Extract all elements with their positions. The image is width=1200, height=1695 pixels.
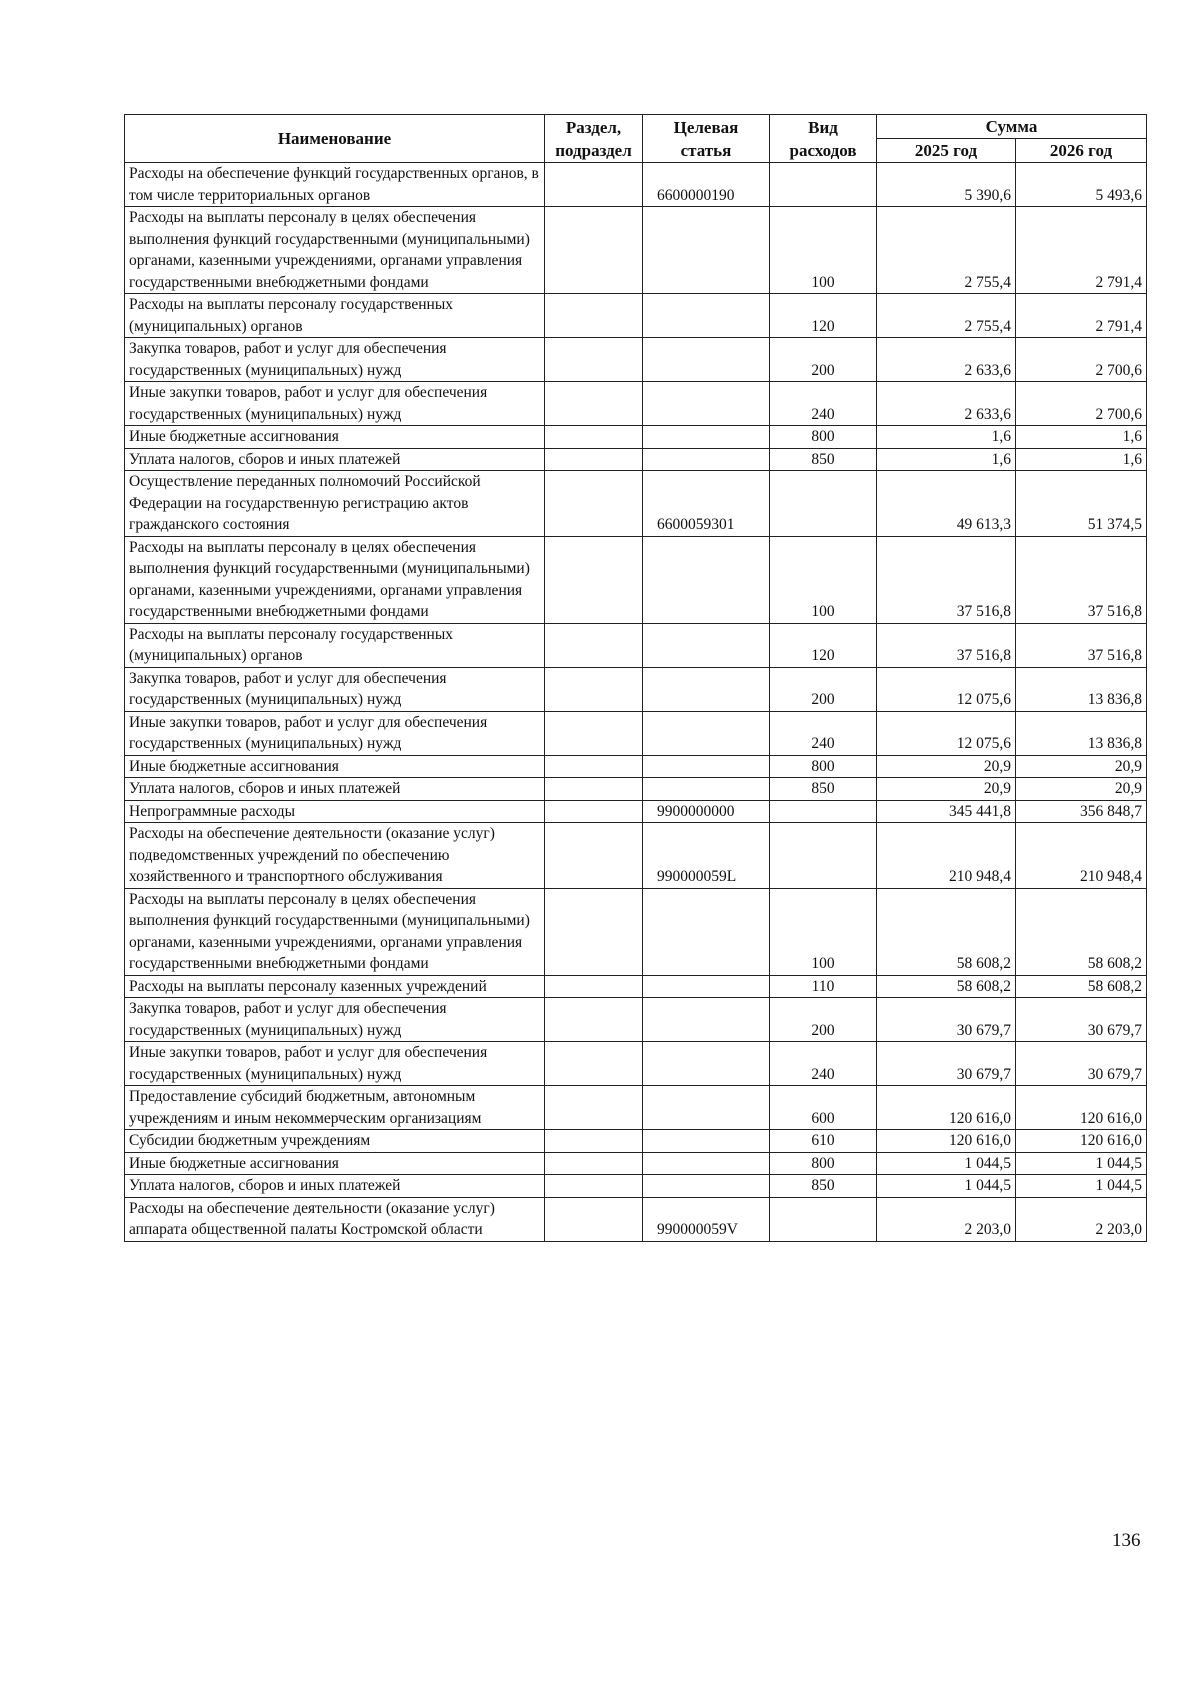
cell-section xyxy=(545,623,643,667)
cell-target xyxy=(643,1175,770,1198)
table-row xyxy=(125,536,1147,623)
cell-2026: 30 679,7 xyxy=(1016,998,1147,1042)
cell-section xyxy=(545,1086,643,1130)
table-row xyxy=(125,1130,1147,1153)
header-year-2026: 2026 год xyxy=(1016,139,1147,163)
cell-2026: 2 700,6 xyxy=(1016,338,1147,382)
cell-kind: 850 xyxy=(770,1175,877,1198)
cell-section xyxy=(545,823,643,889)
cell-target xyxy=(643,536,770,623)
cell-kind: 200 xyxy=(770,998,877,1042)
cell-target: 990000059V xyxy=(643,1197,770,1241)
cell-2026: 58 608,2 xyxy=(1016,975,1147,998)
cell-target xyxy=(643,1152,770,1175)
cell-name: Предоставление субсидий бюджетным, автономным учреждениям и иным некоммерческим организациям xyxy=(125,1086,545,1130)
cell-name: Расходы на выплаты персоналу казенных учреждений xyxy=(125,975,545,998)
cell-2025: 120 616,0 xyxy=(877,1130,1016,1153)
table-row xyxy=(125,711,1147,755)
cell-kind: 850 xyxy=(770,778,877,801)
cell-section xyxy=(545,1130,643,1153)
header-kind: Вид расходов xyxy=(770,115,877,163)
cell-name: Уплата налогов, сборов и иных платежей xyxy=(125,1175,545,1198)
header-section: Раздел, подраздел xyxy=(545,115,643,163)
cell-2026: 30 679,7 xyxy=(1016,1042,1147,1086)
cell-name: Иные бюджетные ассигнования xyxy=(125,426,545,449)
cell-kind: 120 xyxy=(770,294,877,338)
cell-target xyxy=(643,975,770,998)
cell-2026: 356 848,7 xyxy=(1016,800,1147,823)
cell-2026: 2 203,0 xyxy=(1016,1197,1147,1241)
cell-target xyxy=(643,207,770,294)
cell-section xyxy=(545,338,643,382)
budget-table xyxy=(124,114,1147,1242)
cell-name: Расходы на обеспечение функций государственных органов, в том числе территориальных органов xyxy=(125,163,545,207)
table-row xyxy=(125,778,1147,801)
cell-target xyxy=(643,382,770,426)
cell-2025: 37 516,8 xyxy=(877,536,1016,623)
cell-target xyxy=(643,338,770,382)
cell-target: 6600059301 xyxy=(643,471,770,537)
cell-name: Иные закупки товаров, работ и услуг для обеспечения государственных (муниципальных) нужд xyxy=(125,1042,545,1086)
cell-name: Субсидии бюджетным учреждениям xyxy=(125,1130,545,1153)
cell-kind: 200 xyxy=(770,667,877,711)
cell-2025: 49 613,3 xyxy=(877,471,1016,537)
cell-2025: 1,6 xyxy=(877,426,1016,449)
table-row xyxy=(125,426,1147,449)
cell-2025: 58 608,2 xyxy=(877,975,1016,998)
cell-2026: 120 616,0 xyxy=(1016,1086,1147,1130)
cell-kind: 100 xyxy=(770,536,877,623)
cell-kind: 100 xyxy=(770,207,877,294)
table-row xyxy=(125,294,1147,338)
cell-section xyxy=(545,382,643,426)
cell-target xyxy=(643,778,770,801)
table-row xyxy=(125,448,1147,471)
table-row xyxy=(125,667,1147,711)
cell-2026: 20,9 xyxy=(1016,778,1147,801)
cell-2025: 1 044,5 xyxy=(877,1152,1016,1175)
cell-2026: 58 608,2 xyxy=(1016,888,1147,975)
header-sum: Сумма xyxy=(877,115,1147,139)
header-target: Целевая статья xyxy=(643,115,770,163)
cell-kind xyxy=(770,800,877,823)
header-year-2025: 2025 год xyxy=(877,139,1016,163)
table-row xyxy=(125,471,1147,537)
cell-section xyxy=(545,888,643,975)
cell-2026: 210 948,4 xyxy=(1016,823,1147,889)
cell-target xyxy=(643,755,770,778)
cell-name: Уплата налогов, сборов и иных платежей xyxy=(125,778,545,801)
table-row xyxy=(125,1042,1147,1086)
cell-kind xyxy=(770,163,877,207)
cell-section xyxy=(545,163,643,207)
cell-kind: 850 xyxy=(770,448,877,471)
table-row xyxy=(125,888,1147,975)
cell-name: Расходы на обеспечение деятельности (оказание услуг) подведомственных учреждений по обеспечению хозяйственного и транспортного обслуживания xyxy=(125,823,545,889)
cell-2026: 120 616,0 xyxy=(1016,1130,1147,1153)
cell-section xyxy=(545,207,643,294)
cell-2025: 58 608,2 xyxy=(877,888,1016,975)
cell-section xyxy=(545,975,643,998)
cell-section xyxy=(545,294,643,338)
table-row xyxy=(125,1175,1147,1198)
cell-section xyxy=(545,426,643,449)
cell-2026: 1 044,5 xyxy=(1016,1152,1147,1175)
cell-2026: 1 044,5 xyxy=(1016,1175,1147,1198)
cell-section xyxy=(545,1197,643,1241)
cell-2026: 37 516,8 xyxy=(1016,536,1147,623)
cell-name: Закупка товаров, работ и услуг для обеспечения государственных (муниципальных) нужд xyxy=(125,338,545,382)
table-row xyxy=(125,382,1147,426)
cell-2025: 120 616,0 xyxy=(877,1086,1016,1130)
cell-name: Закупка товаров, работ и услуг для обеспечения государственных (муниципальных) нужд xyxy=(125,998,545,1042)
cell-2026: 1,6 xyxy=(1016,448,1147,471)
cell-section xyxy=(545,471,643,537)
cell-section xyxy=(545,1042,643,1086)
cell-2025: 30 679,7 xyxy=(877,998,1016,1042)
cell-2025: 37 516,8 xyxy=(877,623,1016,667)
cell-section xyxy=(545,778,643,801)
table-row xyxy=(125,1086,1147,1130)
table-row xyxy=(125,207,1147,294)
cell-name: Закупка товаров, работ и услуг для обеспечения государственных (муниципальных) нужд xyxy=(125,667,545,711)
cell-section xyxy=(545,998,643,1042)
table-body xyxy=(125,163,1147,1242)
cell-name: Иные закупки товаров, работ и услуг для обеспечения государственных (муниципальных) нужд xyxy=(125,711,545,755)
cell-target xyxy=(643,667,770,711)
cell-section xyxy=(545,755,643,778)
cell-section xyxy=(545,448,643,471)
cell-2025: 1,6 xyxy=(877,448,1016,471)
cell-kind: 240 xyxy=(770,382,877,426)
cell-target xyxy=(643,623,770,667)
cell-target xyxy=(643,888,770,975)
cell-section xyxy=(545,1152,643,1175)
cell-2025: 30 679,7 xyxy=(877,1042,1016,1086)
header-name: Наименование xyxy=(125,115,545,163)
cell-name: Расходы на выплаты персоналу в целях обеспечения выполнения функций государственными (муниципальными) органами, казенными учреждениями, органами управления государственными внебюджетными фондами xyxy=(125,207,545,294)
cell-section xyxy=(545,536,643,623)
cell-2025: 2 633,6 xyxy=(877,338,1016,382)
cell-kind: 100 xyxy=(770,888,877,975)
cell-target xyxy=(643,294,770,338)
cell-name: Расходы на обеспечение деятельности (оказание услуг) аппарата общественной палаты Костромской области xyxy=(125,1197,545,1241)
cell-section xyxy=(545,711,643,755)
cell-kind: 120 xyxy=(770,623,877,667)
cell-name: Непрограммные расходы xyxy=(125,800,545,823)
cell-2026: 51 374,5 xyxy=(1016,471,1147,537)
cell-kind: 610 xyxy=(770,1130,877,1153)
cell-2025: 345 441,8 xyxy=(877,800,1016,823)
cell-name: Уплата налогов, сборов и иных платежей xyxy=(125,448,545,471)
cell-2026: 37 516,8 xyxy=(1016,623,1147,667)
cell-2025: 5 390,6 xyxy=(877,163,1016,207)
cell-2025: 2 755,4 xyxy=(877,294,1016,338)
cell-2025: 2 633,6 xyxy=(877,382,1016,426)
cell-target: 990000059L xyxy=(643,823,770,889)
cell-kind: 800 xyxy=(770,1152,877,1175)
cell-2026: 20,9 xyxy=(1016,755,1147,778)
table-row xyxy=(125,338,1147,382)
cell-name: Иные закупки товаров, работ и услуг для обеспечения государственных (муниципальных) нужд xyxy=(125,382,545,426)
cell-target xyxy=(643,426,770,449)
cell-kind: 240 xyxy=(770,711,877,755)
cell-name: Иные бюджетные ассигнования xyxy=(125,1152,545,1175)
cell-2026: 13 836,8 xyxy=(1016,667,1147,711)
table-row xyxy=(125,998,1147,1042)
cell-name: Расходы на выплаты персоналу в целях обеспечения выполнения функций государственными (муниципальными) органами, казенными учреждениями, органами управления государственными внебюджетными фондами xyxy=(125,536,545,623)
cell-section xyxy=(545,667,643,711)
cell-2026: 13 836,8 xyxy=(1016,711,1147,755)
cell-2025: 20,9 xyxy=(877,755,1016,778)
cell-target xyxy=(643,998,770,1042)
cell-kind xyxy=(770,1197,877,1241)
cell-2026: 2 791,4 xyxy=(1016,294,1147,338)
cell-2025: 12 075,6 xyxy=(877,667,1016,711)
cell-2025: 12 075,6 xyxy=(877,711,1016,755)
table-row xyxy=(125,755,1147,778)
cell-2025: 1 044,5 xyxy=(877,1175,1016,1198)
table-row xyxy=(125,1197,1147,1241)
cell-2026: 2 791,4 xyxy=(1016,207,1147,294)
cell-kind: 110 xyxy=(770,975,877,998)
cell-kind xyxy=(770,471,877,537)
cell-kind: 200 xyxy=(770,338,877,382)
cell-name: Расходы на выплаты персоналу государственных (муниципальных) органов xyxy=(125,294,545,338)
cell-name: Расходы на выплаты персоналу в целях обеспечения выполнения функций государственными (муниципальными) органами, казенными учреждениями, органами управления государственными внебюджетными фондами xyxy=(125,888,545,975)
page-number: 136 xyxy=(1112,1530,1141,1551)
cell-kind: 600 xyxy=(770,1086,877,1130)
table-header xyxy=(125,115,1147,163)
table-row xyxy=(125,975,1147,998)
cell-name: Иные бюджетные ассигнования xyxy=(125,755,545,778)
table-row xyxy=(125,800,1147,823)
cell-target: 9900000000 xyxy=(643,800,770,823)
cell-section xyxy=(545,1175,643,1198)
cell-kind: 800 xyxy=(770,755,877,778)
cell-section xyxy=(545,800,643,823)
cell-2025: 210 948,4 xyxy=(877,823,1016,889)
table-row xyxy=(125,823,1147,889)
cell-2026: 5 493,6 xyxy=(1016,163,1147,207)
cell-2025: 2 755,4 xyxy=(877,207,1016,294)
table-row xyxy=(125,163,1147,207)
cell-target: 6600000190 xyxy=(643,163,770,207)
cell-kind xyxy=(770,823,877,889)
cell-2026: 1,6 xyxy=(1016,426,1147,449)
cell-target xyxy=(643,1130,770,1153)
cell-2026: 2 700,6 xyxy=(1016,382,1147,426)
cell-name: Осуществление переданных полномочий Российской Федерации на государственную регистрацию актов гражданского состояния xyxy=(125,471,545,537)
cell-kind: 800 xyxy=(770,426,877,449)
cell-target xyxy=(643,448,770,471)
table-row xyxy=(125,1152,1147,1175)
cell-name: Расходы на выплаты персоналу государственных (муниципальных) органов xyxy=(125,623,545,667)
cell-kind: 240 xyxy=(770,1042,877,1086)
cell-2025: 2 203,0 xyxy=(877,1197,1016,1241)
table-row xyxy=(125,623,1147,667)
cell-target xyxy=(643,711,770,755)
cell-2025: 20,9 xyxy=(877,778,1016,801)
cell-target xyxy=(643,1042,770,1086)
cell-target xyxy=(643,1086,770,1130)
